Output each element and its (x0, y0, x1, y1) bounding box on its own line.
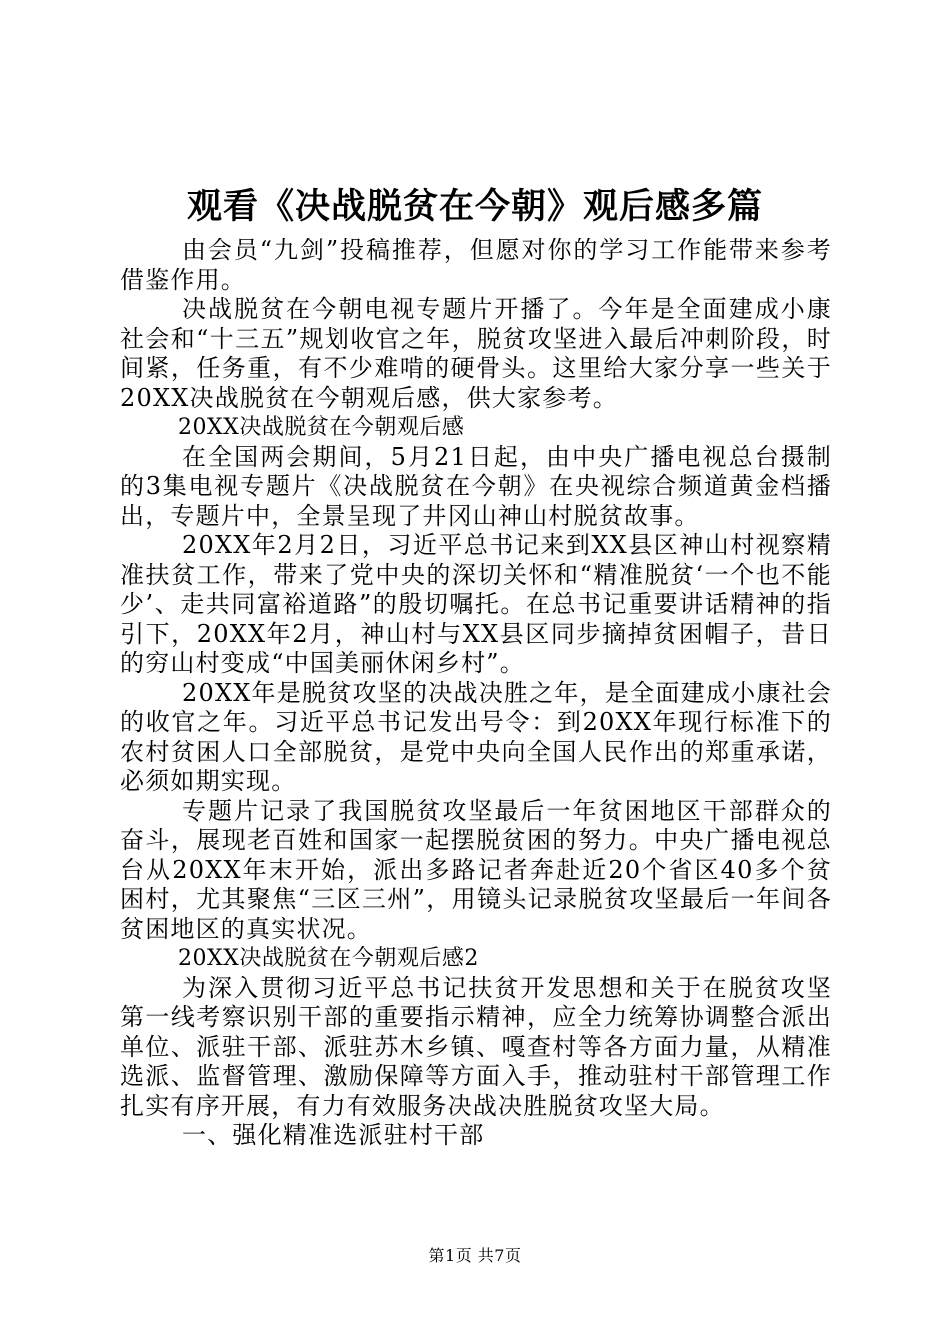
section-heading-2: 20XX决战脱贫在今朝观后感2 (178, 946, 479, 971)
sub-section-heading: 一、强化精准选派驻村干部 (182, 1121, 485, 1149)
intro-paragraph: 由会员“九剑”投稿推荐，但愿对你的学习工作能带来参考借鉴作用。 (120, 236, 832, 294)
body-paragraph: 为深入贯彻习近平总书记扶贫开发思想和关于在脱贫攻坚第一线考察识别干部的重要指示精神，应全力统筹协调整合派出单位、派驻干部、派驻苏木乡镇、嘎查村等各方面力量，从精准选派、监督管理、激励保障等方面入手，推动驻村干部管理工作扎实有序开展，有力有效服务决战决胜脱贫攻坚大局。 (120, 973, 832, 1120)
page-title: 观看《决战脱贫在今朝》观后感多篇 (186, 186, 763, 227)
body-paragraph: 在全国两会期间，5月21日起，由中央广播电视总台摄制的3集电视专题片《决战脱贫在今朝》在央视综合频道黄金档播出，专题片中，全景呈现了井冈山神山村脱贫故事。 (120, 442, 832, 530)
page-number-footer: 第1页 共7页 (428, 1246, 522, 1265)
body-paragraph: 20XX年是脱贫攻坚的决战决胜之年，是全面建成小康社会的收官之年。习近平总书记发出号令：到20XX年现行标准下的农村贫困人口全部脱贫，是党中央向全国人民作出的郑重承诺，必须如期实现。 (120, 678, 832, 795)
body-paragraph: 20XX年2月2日，习近平总书记来到XX县区神山村视察精准扶贫工作，带来了党中央的深切关怀和“精准脱贫‘一个也不能少’、走共同富裕道路”的殷切嘱托。在总书记重要讲话精神的指引下，20XX年2月，神山村与XX县区同步摘掉贫困帽子，昔日的穷山村变成“中国美丽休闲乡村”。 (120, 531, 832, 677)
document-body (120, 236, 832, 1151)
body-paragraph: 专题片记录了我国脱贫攻坚最后一年贫困地区干部群众的奋斗，展现老百姓和国家一起摆脱贫困的努力。中央广播电视总台从20XX年末开始，派出多路记者奔赴近20个省区40多个贫困村，尤其聚焦“三区三州”，用镜头记录脱贫攻坚最后一年间各贫困地区的真实状况。 (120, 796, 832, 943)
section-heading-1: 20XX决战脱贫在今朝观后感 (178, 415, 465, 440)
summary-paragraph: 决战脱贫在今朝电视专题片开播了。今年是全面建成小康社会和“十三五”规划收官之年，脱贫攻坚进入最后冲刺阶段，时间紧，任务重，有不少难啃的硬骨头。这里给大家分享一些关于20XX决战脱贫在今朝观后感，供大家参考。 (120, 295, 832, 412)
